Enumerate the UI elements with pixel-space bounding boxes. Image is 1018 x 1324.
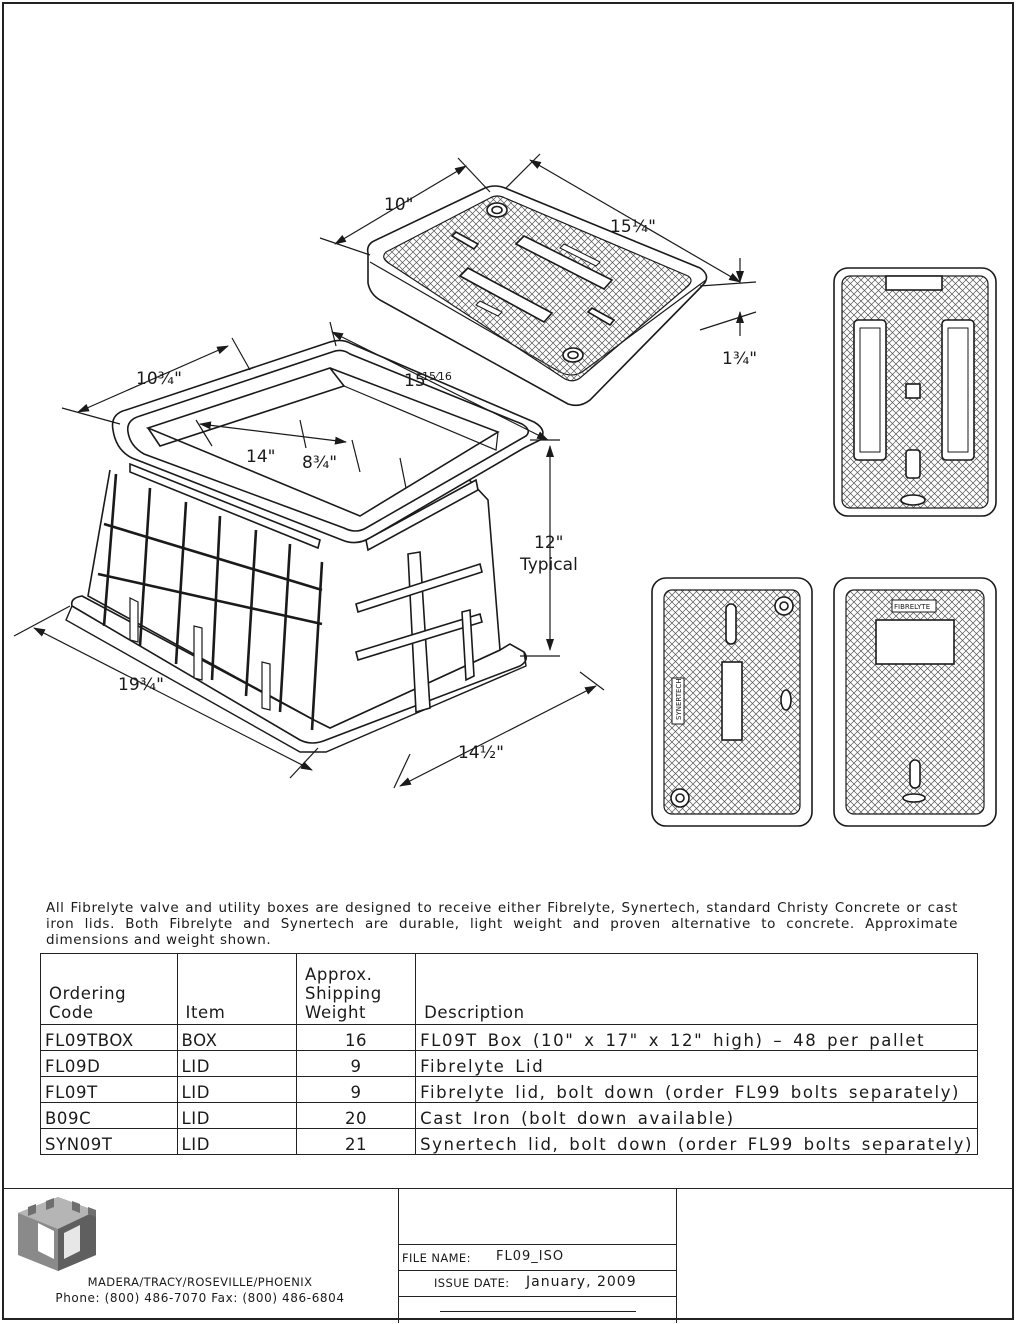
cell-code: SYN09T xyxy=(41,1129,178,1155)
company-logo-icon xyxy=(14,1193,100,1273)
cell-weight: 21 xyxy=(297,1129,416,1155)
header-code-line2: Code xyxy=(49,1003,94,1022)
dim-box-height-note: Typical xyxy=(520,555,578,575)
cell-description: FL09T Box (10" x 17" x 12" high) – 48 per pallet xyxy=(416,1025,978,1051)
header-ordering-code xyxy=(41,954,178,1025)
cell-code: FL09D xyxy=(41,1051,178,1077)
product-note: All Fibrelyte valve and utility boxes are designed to receive either Fibrelyte, Synertech, standard Christy Concrete or cast iron lids. Both Fibrelyte and Synertech are durable, light weight and proven alternative to concrete. Approximate dimensions and weight shown. xyxy=(46,900,958,948)
dim-box-top-length-fraction: 15⁄16 xyxy=(422,370,452,383)
header-item xyxy=(177,954,297,1025)
cell-item: LID xyxy=(177,1051,297,1077)
cell-code: FL09T xyxy=(41,1077,178,1103)
ordering-table xyxy=(40,953,978,1155)
table-header-row xyxy=(41,954,978,1025)
file-name-label: FILE NAME: xyxy=(402,1251,471,1265)
dim-lid-length: 15¼" xyxy=(610,217,656,237)
dim-box-bottom-length: 19¾" xyxy=(118,675,164,695)
synertech-marking: SYNERTECH xyxy=(675,678,683,720)
signature-line xyxy=(440,1311,636,1312)
header-weight-line1: Approx. xyxy=(305,965,373,984)
cell-item: LID xyxy=(177,1077,297,1103)
dim-box-height: 12" xyxy=(534,533,564,553)
issue-date-row xyxy=(398,1270,676,1297)
header-description-label: Description xyxy=(424,1003,525,1022)
lid-plan-synertech xyxy=(652,578,812,826)
file-name-value: FL09_ISO xyxy=(496,1249,565,1264)
office-locations: MADERA/TRACY/ROSEVILLE/PHOENIX xyxy=(87,1275,313,1289)
dim-box-top-length-whole: 15 xyxy=(404,371,426,391)
title-block xyxy=(2,1188,1014,1323)
cell-weight: 16 xyxy=(297,1025,416,1051)
header-item-label: Item xyxy=(185,1003,226,1022)
contact-phones: Phone: (800) 486-7070 Fax: (800) 486-6804 xyxy=(55,1291,345,1305)
cell-item: LID xyxy=(177,1129,297,1155)
lid-plan-fibrelyte xyxy=(834,578,996,826)
blank-field xyxy=(398,1189,676,1245)
dim-box-inner-width: 8¾" xyxy=(302,453,338,473)
cell-description: Synertech lid, bolt down (order FL99 bolts separately) xyxy=(416,1129,978,1155)
file-name-row xyxy=(398,1244,676,1271)
issue-date-label: ISSUE DATE: xyxy=(434,1276,510,1290)
dim-lid-width: 10" xyxy=(384,195,414,215)
dim-box-inner-length: 14" xyxy=(246,447,276,467)
cell-description: Fibrelyte lid, bolt down (order FL99 bolts separately) xyxy=(416,1077,978,1103)
header-weight xyxy=(297,954,416,1025)
cell-weight: 9 xyxy=(297,1077,416,1103)
dim-box-top-width: 10¾" xyxy=(136,369,182,389)
cell-item: LID xyxy=(177,1103,297,1129)
issue-date-value: January, 2009 xyxy=(526,1274,637,1290)
table-row xyxy=(41,1129,978,1155)
header-code-line1: Ordering xyxy=(49,984,127,1003)
fibrelyte-marking: FIBRELYTE xyxy=(894,603,931,611)
dim-lid-height: 1¾" xyxy=(722,349,758,369)
cell-code: FL09TBOX xyxy=(41,1025,178,1051)
table-row xyxy=(41,1103,978,1129)
cell-weight: 20 xyxy=(297,1103,416,1129)
table-row xyxy=(41,1051,978,1077)
cell-description: Cast Iron (bolt down available) xyxy=(416,1103,978,1129)
file-info-block xyxy=(398,1189,677,1323)
table-row xyxy=(41,1077,978,1103)
cell-description: Fibrelyte Lid xyxy=(416,1051,978,1077)
cell-item: BOX xyxy=(177,1025,297,1051)
cell-weight: 9 xyxy=(297,1051,416,1077)
header-weight-line3: Weight xyxy=(305,1003,367,1022)
dim-box-bottom-width: 14½" xyxy=(458,743,504,763)
header-weight-line2: Shipping xyxy=(305,984,382,1003)
cell-code: B09C xyxy=(41,1103,178,1129)
header-description xyxy=(416,954,978,1025)
company-block xyxy=(2,1189,399,1323)
lid-plan-bolt-down xyxy=(834,268,996,516)
table-row xyxy=(41,1025,978,1051)
